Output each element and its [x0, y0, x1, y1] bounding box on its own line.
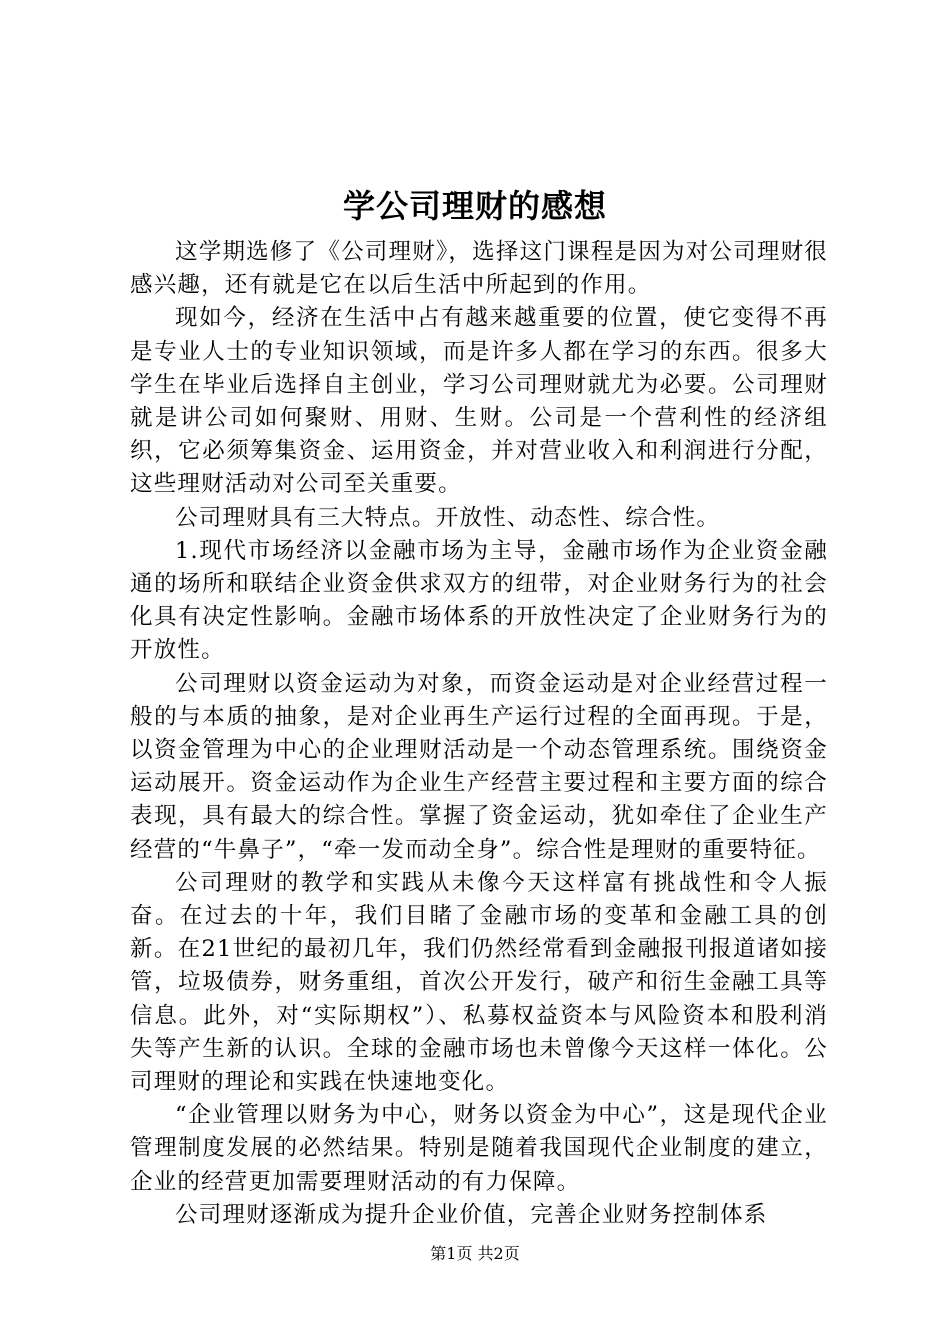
- document-body: [130, 236, 828, 1232]
- paragraph: 公司理财具有三大特点。开放性、动态性、综合性。: [175, 504, 721, 531]
- page-title: 学公司理财的感想: [342, 187, 607, 225]
- paragraph: 公司理财的教学和实践从未像今天这样富有挑战性和令人振奋。在过去的十年，我们目睹了金融市场的变革和金融工具的创新。在21世纪的最初几年，我们仍然经常看到金融报刊报道诸如接管，垃圾债券，财务重组，首次公开发行，破产和衍生金融工具等信息。此外，对“实际期权”）、私募权益资本与风险资本和股利消失等产生新的认识。全球的金融市场也未曾像今天这样一体化。公司理财的理论和实践在快速地变化。: [130, 869, 828, 1096]
- paragraph: 现如今，经济在生活中占有越来越重要的位置，使它变得不再是专业人士的专业知识领域，而是许多人都在学习的东西。很多大学生在毕业后选择自主创业，学习公司理财就尤为必要。公司理财就是讲公司如何聚财、用财、生财。公司是一个营利性的经济组织，它必须筹集资金、运用资金，并对营业收入和利润进行分配，这些理财活动对公司至关重要。: [130, 305, 828, 498]
- page-number-footer: 第1页 共2页: [430, 1244, 520, 1263]
- paragraph: 1.现代市场经济以金融市场为主导，金融市场作为企业资金融通的场所和联结企业资金供求双方的纽带，对企业财务行为的社会化具有决定性影响。金融市场体系的开放性决定了企业财务行为的开放性。: [130, 537, 828, 664]
- paragraph: “企业管理以财务为中心，财务以资金为中心”，这是现代企业管理制度发展的必然结果。特别是随着我国现代企业制度的建立，企业的经营更加需要理财活动的有力保障。: [130, 1102, 828, 1195]
- paragraph: 这学期选修了《公司理财》，选择这门课程是因为对公司理财很感兴趣，还有就是它在以后生活中所起到的作用。: [130, 239, 828, 299]
- paragraph: 公司理财逐渐成为提升企业价值，完善企业财务控制体系: [175, 1201, 768, 1228]
- paragraph: 公司理财以资金运动为对象，而资金运动是对企业经营过程一般的与本质的抽象，是对企业再生产运行过程的全面再现。于是，以资金管理为中心的企业理财活动是一个动态管理系统。围绕资金运动展开。资金运动作为企业生产经营主要过程和主要方面的综合表现，具有最大的综合性。掌握了资金运动，犹如牵住了企业生产经营的“牛鼻子”，“牵一发而动全身”。综合性是理财的重要特征。: [130, 670, 828, 863]
